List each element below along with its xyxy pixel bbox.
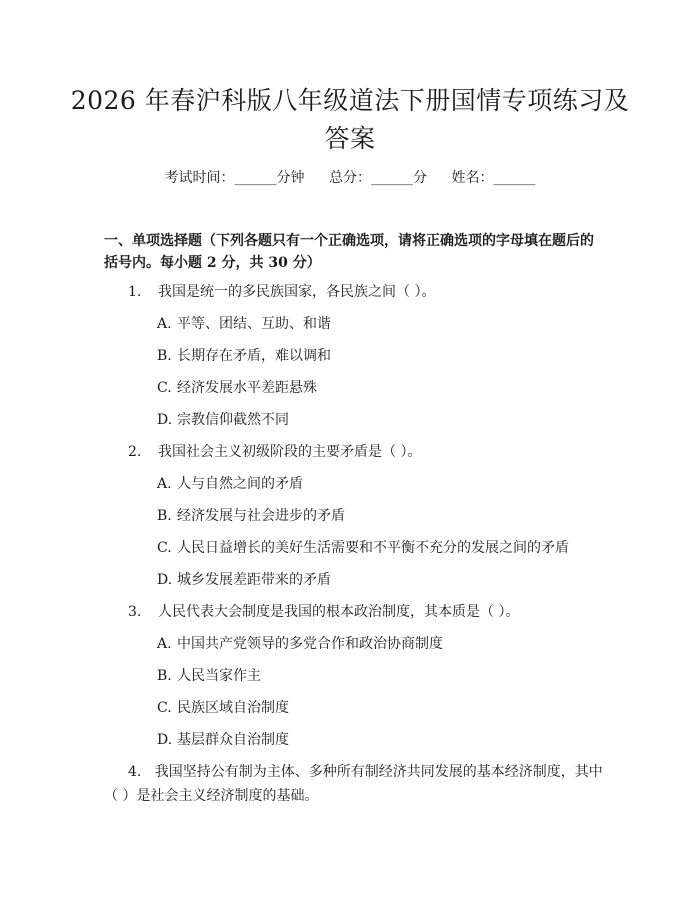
option-3d: [157, 730, 289, 750]
option-letter: B.: [157, 508, 172, 524]
option-text: 中国共产党领导的多党合作和政治协商制度: [177, 636, 443, 652]
option-text: 基层群众自治制度: [177, 732, 289, 748]
option-letter: A.: [157, 316, 172, 332]
option-2b: [157, 506, 345, 526]
student-name-field: 姓名：______: [451, 170, 536, 186]
option-letter: B.: [157, 348, 172, 364]
question-number: 2.: [128, 444, 142, 460]
question-number: 4.: [128, 764, 142, 780]
option-text: 人与自然之间的矛盾: [177, 476, 303, 492]
option-letter: C.: [157, 700, 172, 716]
option-text: 人民当家作主: [177, 668, 261, 684]
option-text: 经济发展水平差距悬殊: [177, 380, 317, 396]
document-title: 2026 年春沪科版八年级道法下册国情专项练习及答案: [70, 86, 630, 153]
option-letter: D.: [157, 732, 173, 748]
option-letter: A.: [157, 476, 172, 492]
question-3: [128, 602, 519, 622]
question-text: 我国坚持公有制为主体、多种所有制经济共同发展的基本经济制度，其中（ ）是社会主义经济制度的基础。: [104, 764, 603, 804]
option-letter: C.: [157, 380, 172, 396]
option-text: 民族区域自治制度: [177, 700, 289, 716]
total-score-field: 总分：______分: [329, 170, 427, 186]
option-text: 经济发展与社会进步的矛盾: [177, 508, 345, 524]
section-heading: 一、单项选择题（下列各题只有一个正确选项，请将正确选项的字母填在题后的括号内。每小题 2 分，共 30 分）: [104, 233, 594, 271]
question-text: 人民代表大会制度是我国的根本政治制度，其本质是（ ）。: [158, 604, 520, 620]
option-1d: [157, 410, 289, 430]
option-letter: D.: [157, 572, 173, 588]
option-letter: A.: [157, 636, 172, 652]
question-number: 1.: [128, 284, 142, 300]
option-text: 城乡发展差距带来的矛盾: [177, 572, 331, 588]
option-1a: [157, 314, 331, 334]
option-2d: [157, 570, 331, 590]
option-letter: C.: [157, 540, 172, 556]
option-letter: D.: [157, 412, 173, 428]
option-text: 宗教信仰截然不同: [177, 412, 289, 428]
question-4: [104, 760, 604, 808]
question-number: 3.: [128, 604, 142, 620]
question-1: [128, 282, 435, 302]
option-2c: [157, 538, 569, 558]
option-3a: [157, 634, 443, 654]
exam-time-field: 考试时间：______分钟: [164, 170, 305, 186]
option-text: 长期存在矛盾，难以调和: [177, 348, 331, 364]
option-3b: [157, 666, 261, 686]
option-2a: [157, 474, 303, 494]
option-text: 平等、团结、互助、和谐: [177, 316, 331, 332]
question-text: 我国是统一的多民族国家，各民族之间（ ）。: [158, 284, 436, 300]
option-3c: [157, 698, 289, 718]
option-1c: [157, 378, 317, 398]
exam-meta: [0, 168, 700, 188]
option-1b: [157, 346, 331, 366]
option-text: 人民日益增长的美好生活需要和不平衡不充分的发展之间的矛盾: [177, 540, 569, 556]
question-2: [128, 442, 421, 462]
question-text: 我国社会主义初级阶段的主要矛盾是（ ）。: [158, 444, 422, 460]
option-letter: B.: [157, 668, 172, 684]
